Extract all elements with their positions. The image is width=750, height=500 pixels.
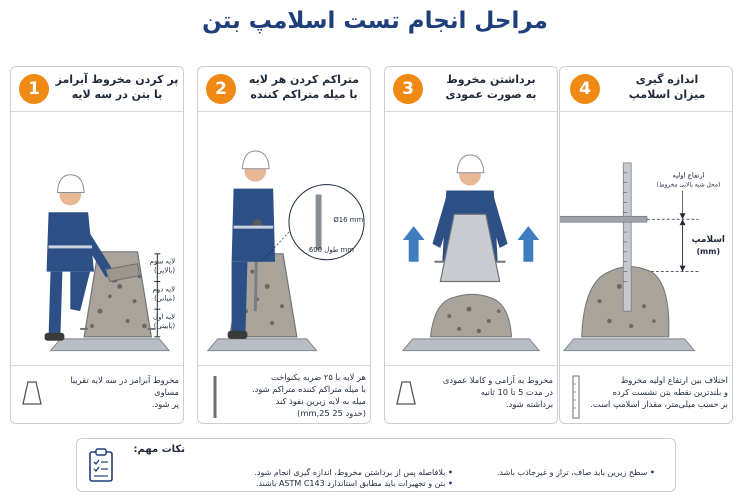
rod-diameter-label: Ø16 mm xyxy=(333,216,364,225)
bullet-icon: • xyxy=(447,468,453,477)
step-1-panel xyxy=(10,66,184,424)
note-item-1-text: سطح زیرین باید صاف، تراز و غیرجاذب باشد. xyxy=(496,468,648,477)
worker-helmet xyxy=(57,175,84,193)
step-4-title-line1: اندازه گیری xyxy=(635,73,699,86)
step-1-title-line2: با بتن در سه لایه xyxy=(71,88,163,101)
layer-3-sub: (بالایی) xyxy=(154,266,176,275)
step-2-badge: 2 xyxy=(206,74,236,104)
layer-3-label: لایه سوم xyxy=(149,257,176,266)
slump-unit: (mm) xyxy=(696,246,721,256)
step-2-caption-line2: با میله متراکم کننده متراکم شود. xyxy=(251,384,366,394)
step-4-badge: 4 xyxy=(570,74,600,104)
step-4-header xyxy=(560,67,732,112)
layer-2-sub: (میانی) xyxy=(154,294,176,303)
step-1-header xyxy=(11,67,183,112)
initial-height-label: ارتفاع اولیه xyxy=(672,171,705,180)
step-2-caption-line1: هر لایه با ۲۵ ضربه یکنواخت xyxy=(270,372,366,382)
clipboard-checklist-icon xyxy=(87,448,117,484)
step-4-title-line2: میزان اسلامپ xyxy=(628,88,706,101)
step-2-title-line1: متراکم کردن هر لایه xyxy=(248,73,360,86)
note-item-1 xyxy=(497,468,655,477)
notes-box xyxy=(76,438,676,492)
step-4-caption xyxy=(560,365,732,426)
step-1-caption xyxy=(11,365,183,426)
measuring-ruler xyxy=(623,163,631,311)
step-1-title-line1: پر کردن مخروط آبرامز xyxy=(55,73,179,86)
bullet-icon: • xyxy=(447,479,453,488)
base-plate xyxy=(208,339,317,351)
worker-helmet xyxy=(457,155,484,173)
slumped-concrete xyxy=(430,294,511,337)
layer-1-label: لایه اول xyxy=(153,313,176,322)
worker-helmet xyxy=(242,151,269,169)
rod-length-label: طول 600 mm xyxy=(308,245,355,254)
step-3-caption-line1: مخروط به آرامی و کاملا عمودی xyxy=(442,375,553,385)
step-3-caption-line3: برداشته شود. xyxy=(506,399,553,409)
step-3-caption-line2: در مدت 5 تا 10 ثانیه xyxy=(480,387,553,397)
slump-label: اسلامپ xyxy=(691,234,725,245)
step-3-title-line1: برداشتن مخروط xyxy=(446,73,536,86)
step-2-caption-line4: (حدود 25 mm,25) xyxy=(297,408,366,418)
step-3-illustration xyxy=(385,112,557,364)
step-4-caption-line3: بر حسب میلی‌متر، مقدار اسلامپ است. xyxy=(590,399,728,409)
step-1-caption-line1: مخروط آبرامز در سه لایه تقریبا مساوی xyxy=(70,375,179,397)
step-1-caption-line2: پر شود. xyxy=(151,399,179,409)
step-2-illustration xyxy=(198,112,370,364)
step-2-caption-line3: میله به لایه زیرین نفوذ کند xyxy=(275,396,366,406)
ruler-icon xyxy=(570,374,582,420)
step-2-panel xyxy=(197,66,371,424)
cone-outline-icon xyxy=(21,380,43,406)
step-4-panel xyxy=(559,66,733,424)
base-plate xyxy=(403,339,539,351)
step-1-title xyxy=(55,72,179,102)
step-3-title-line2: به صورت عمودی xyxy=(445,88,537,101)
initial-height-sub: (محل شبه بالایی مخروط) xyxy=(656,181,721,189)
base-plate xyxy=(564,339,694,351)
step-2-title-line2: با میله متراکم کننده xyxy=(250,88,358,101)
slump-cone xyxy=(84,252,151,337)
bullet-icon: • xyxy=(649,468,655,477)
step-2-caption xyxy=(198,365,370,426)
step-3-caption xyxy=(385,365,557,426)
layer-2-label: لایه دوم xyxy=(152,285,176,294)
step-4-illustration xyxy=(560,112,732,364)
step-3-badge: 3 xyxy=(393,74,423,104)
step-2-header xyxy=(198,67,370,112)
note-item-3-text: بتن و تجهیزات باید مطابق استاندارد ASTM C143 باشند. xyxy=(255,479,446,488)
note-item-3 xyxy=(256,479,453,488)
cone-outline-icon xyxy=(395,380,417,406)
page-title: مراحل انجام تست اسلامپ بتن xyxy=(202,8,548,34)
step-3-title xyxy=(429,72,553,102)
step-4-caption-line1: اختلاف بین ارتفاع اولیه مخروط xyxy=(620,375,728,385)
base-plate xyxy=(51,339,170,351)
rod-icon xyxy=(210,374,220,420)
step-4-caption-line2: و بلندترین نقطه بتن نشست کرده xyxy=(612,387,728,397)
step-2-title xyxy=(242,72,366,102)
note-item-2-text: بلافاصله پس از برداشتن مخروط، اندازه گیری انجام شود. xyxy=(254,468,446,477)
reference-bar xyxy=(560,216,647,222)
step-1-badge: 1 xyxy=(19,74,49,104)
step-4-title xyxy=(606,72,728,102)
note-item-2 xyxy=(254,468,453,477)
layer-1-sub: (پایینی) xyxy=(153,321,176,330)
step-1-illustration xyxy=(11,112,183,364)
notes-title: نکات مهم: xyxy=(133,444,185,455)
step-3-header xyxy=(385,67,557,112)
step-3-panel xyxy=(384,66,558,424)
